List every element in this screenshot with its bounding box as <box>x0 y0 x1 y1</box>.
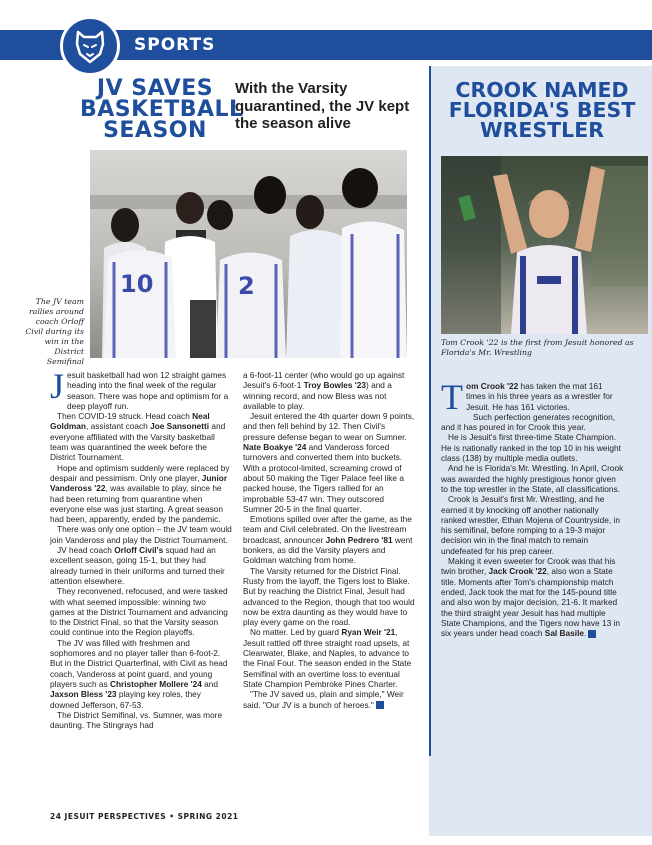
article-paragraph: No matter. Led by guard Ryan Weir '21, Jesuit rattled off three straight road upsets, at Clearwater, Blake, and Naples, to advance to the Final Four. The season ended in the State Semifinal with an overtime loss to eventual State Champion Pembroke Pines Charter. <box>243 627 412 689</box>
main-photo-caption: The JV team rallies around coach Orloff Civil during its win in the District Semifinal <box>25 297 84 366</box>
article-paragraph: Emotions spilled over after the game, as the team and Civil celebrated. On the livestream broadcast, announcer John Pedrero '81 went bonkers, as did the Varsity players and Goldman watching from home. <box>243 514 413 566</box>
main-headline: JV SAVES BASKETBALL SEASON <box>80 76 244 143</box>
jersey-number-ten: 10 <box>120 270 154 298</box>
drop-cap: T <box>441 377 463 417</box>
main-article-column-1 <box>50 366 232 731</box>
article-paragraph: There was only one option – the JV team would join Vandeross and play the District Tournament. <box>50 524 232 545</box>
article-paragraph: He is Jesuit's first three-time State Champion. He is nationally ranked in the top 10 in his weight class (138) by multiple media outlets. <box>441 432 621 464</box>
article-paragraph: They reconvened, refocused, and were tasked with what seemed impossible: winning two games at the District Tournament and advancing to the District Final, so that the Varsity season could continue into the Region playoffs. <box>50 586 228 638</box>
article-paragraph: Crook is Jesuit's first Mr. Wrestling, and he earned it by knocking off another nationally ranked wrestler, Ethan Mojena of Countryside, in his semifinal, before romping to a 19-3 major decision win in the final match to remain undefeated for his prep career. <box>441 494 620 556</box>
tiger-logo <box>60 16 120 76</box>
main-article-column-2 <box>243 370 415 710</box>
article-paragraph: Then COVID-19 struck. Head coach Neal Goldman, assistant coach Joe Sansonetti and everyone affiliated with the Varsity basketball team was quarantined the week before the District Tournament. <box>50 411 226 463</box>
article-paragraph: Jesuit basketball had won 12 straight games heading into the final week of the regular season. There was hope and optimism for a deep playoff run. <box>50 366 229 411</box>
wrestler-photo <box>441 156 648 334</box>
article-paragraph: And he is Florida's Mr. Wrestling. In April, Crook was awarded the highly prestigious honor given to the top wrestler in the State, all classifications. <box>441 463 624 494</box>
page-folio: 24 JESUIT PERSPECTIVES • SPRING 2021 <box>50 812 239 821</box>
article-paragraph: The Varsity returned for the District Final. Rusty from the layoff, the Tigers lost to Blake. But by reaching the District Final, Jesuit had advanced to the Region, though that too would now be extra daunting as they would have to play every game on the road. <box>243 565 415 628</box>
section-label: SPORTS <box>134 35 216 55</box>
end-mark-icon <box>376 701 384 709</box>
article-paragraph: The JV was filled with freshmen and sophomores and no player taller than 6-foot-2. But in the District Quarterfinal, with Civil as head coach, Vandeross at point guard, and young players such as Christopher Mollere '24 and Jaxson Bless '23 playing key roles, they downed Jefferson, 67-53. <box>50 637 228 710</box>
article-paragraph: a 6-foot-11 center (who would go up against Jesuit's 6-foot-1 Troy Bowles '23) and a winning record, and now Bless was not available to play. <box>243 370 405 411</box>
sidebar-divider <box>429 66 431 756</box>
drop-cap: J <box>50 366 65 406</box>
sidebar-photo-caption: Tom Crook '22 is the first from Jesuit honored as Florida's Mr. Wrestling <box>441 338 634 357</box>
tiger-head-icon <box>67 23 113 69</box>
sidebar-headline: CROOK NAMED FLORIDA'S BEST WRESTLER <box>448 78 636 142</box>
article-paragraph: Hope and optimism suddenly were replaced by despair and pessimism. Only one player, Junior Vandeross '22, was available to play, since he had been returning from quarantine when everyone else was just starting. A great season had been, apparently, ended by the pandemic. <box>50 462 230 525</box>
article-paragraph: "The JV saved us, plain and simple," Weir said. "Our JV is a bunch of heroes." <box>243 689 404 710</box>
main-deck: With the Varsity quarantined, the JV kept the season alive <box>235 80 410 132</box>
article-paragraph: The District Semifinal, vs. Sumner, was more daunting. The Stingrays had <box>50 709 223 731</box>
article-paragraph: Tom Crook '22 has taken the mat 161 times in his three years as a wrestler for Jesuit. He has 161 victories. <box>441 377 613 417</box>
article-paragraph: JV head coach Orloff Civil's squad had an excellent season, going 15-1, but they had already turned in their uniforms and turned their attention elsewhere. <box>50 545 225 586</box>
article-paragraph: Jesuit entered the 4th quarter down 9 points, and then fell behind by 12. Then Civil's pressure defense began to wear on Sumner. Nate Boakye '24 and Vandeross forced turnovers and converted them into buckets. With a protocol-limited, screaming crowd of about 50 making the Tiger Palace feel like a packed house, the Tigers rallied for an improbable 53-47 win. They outscored Sumner 20-5 in the final quarter. <box>243 411 415 514</box>
jv-team-photo <box>90 150 407 358</box>
jersey-number-two: 2 <box>238 272 255 300</box>
end-mark-icon <box>588 630 596 638</box>
article-paragraph: Such perfection generates recognition, and it has poured in for Crook this year. <box>441 411 616 433</box>
article-paragraph: Making it even sweeter for Crook was that his twin brother, Jack Crook '22, also won a State title. Moments after Tom's championship match ended, Jack took the mat for the 145-pound title and also won by major decision, 21-6. It marked the third straight year Jesuit has had multiple State Champions, and the Tigers now have 13 in six years under head coach Sal Basile. <box>441 556 620 639</box>
sidebar-article-column <box>441 377 624 639</box>
